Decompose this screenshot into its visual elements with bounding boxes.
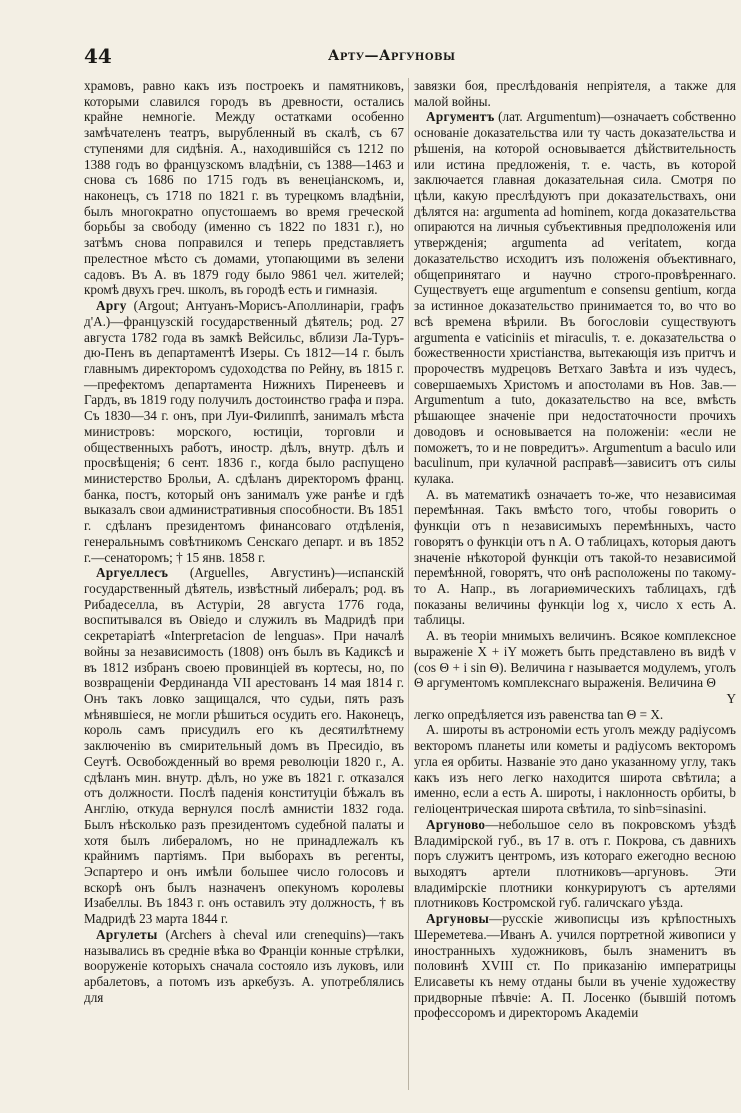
formula-line: легко опредѣляется изъ равенства tan Θ = X. xyxy=(414,706,664,722)
entry-argumentum xyxy=(414,109,736,486)
entry-argunovy xyxy=(414,911,736,1021)
running-head: Арту—Аргуновы xyxy=(328,48,456,64)
entry-argu xyxy=(84,298,404,565)
entry-text: (Argout; Антуанъ-Морисъ-Аполлинаріи, графъ д'А.)—французскій государственный дѣятель; род. 27 августа 1782 года въ замкѣ Вейсильс, вблизи Ла-Туръ-дю-Пенъ въ департаментѣ Изеры. Съ 1812—14 г. былъ главнымъ директоромъ судоходства по Рейну, въ 1815 г.—префектомъ департамента Нижнихъ Пиренеевъ и Гардъ, въ 1819 году получилъ достоинство графа и пэра. Съ 1830—34 г. онъ, при Луи-Филиппѣ, занималъ мѣста министровъ: морского, юстиціи, торговли и общественныхъ работъ, иностр. дѣлъ, внутр. дѣлъ и просвѣщенія; 6 сент. 1836 г., когда было распущено министерство Брольи, А. сдѣланъ директоромъ франц. банка, постъ, который онъ занималъ уже ранѣе и гдѣ выказалъ свои административныя способности. Въ 1851 г. сдѣланъ президентомъ финансоваго отдѣленія, генеральнымъ совѣтникомъ Сенскаго департ. и въ 1852 г.—сенаторомъ; † 15 янв. 1858 г. xyxy=(84,298,404,565)
column-divider xyxy=(408,78,409,1090)
arguletsy-entry-continuation: завязки боя, преслѣдованія непріятеля, а также для малой войны. xyxy=(414,78,736,109)
entry-headword: Аргулеты xyxy=(96,926,158,942)
entry-argunovo xyxy=(414,817,736,911)
entry-headword: Аргу xyxy=(96,298,127,314)
entry-headword: Аргументъ xyxy=(426,109,495,125)
entry-text: (Arguelles, Августинъ)—испанскій государственный дѣятель, извѣстный либералъ; род. въ Рибадеселла, въ Астуріи, 28 августа 1776 года, воспитывался въ Овіедо и служилъ въ Мадридѣ при секретаріатѣ «Interpretacion de lenguas». При началѣ войны за независимость (1808) онъ былъ въ Кадиксѣ и въ 1812 избранъ своею провинціей въ кортесы, но, по возвращеніи Фердинанда VII арестованъ 14 мая 1814 г. Онъ такъ ловко защищался, что судьи, пять разъ мѣнявшіеся, не могли рѣшиться осудить его. Наконецъ, король самъ присудилъ его къ десятилѣтнему заключенію въ смирительный домъ въ Пресидіо, въ Сеутѣ. Освобожденный во время революціи 1820 г., А. сдѣланъ мин. внутр. дѣлъ, но уже въ 1821 г. отказался отъ должности. Послѣ паденія конституціи бѣжалъ въ Англію, откуда вернулся послѣ амнистіи 1832 года. Былъ нѣсколько разъ президентомъ судебной палаты и хотя былъ либераломъ, но не принадлежалъ къ крайнимъ партіямъ. При выборахъ въ регенты, Эспартеро и онъ имѣли большее число голосовъ и вскорѣ онъ былъ назначенъ опекуномъ королевы Изабеллы. Въ 1843 г. онъ оставилъ эту должность, † въ Мадридѣ 23 марта 1844 г. xyxy=(84,565,404,927)
argumentum-complex-paragraph: А. въ теоріи мнимыхъ величинъ. Всякое комплексное выраженіе X + iY можетъ быть представлено въ видѣ v (cos Θ + i sin Θ). Величина r называется модулемъ, уголъ Θ аргументомъ комплекснаго выраженія. Величина Θ xyxy=(414,628,736,691)
page-number: 44 xyxy=(84,44,112,68)
entry-text: —русскіе живописцы изъ крѣпостныхъ Шереметева.—Иванъ А. учился портретной живописи у иностранныхъ художниковъ, былъ знаменитъ въ половинѣ XVIII ст. По приказанію императрицы Елисаветы къ нему отданы были въ ученіе художеству придворные пѣвчіе: А. П. Лосенко (бывшій потомъ профессоромъ и директоромъ Академіи xyxy=(414,911,736,1021)
argumentum-astronomy-paragraph: А. широты въ астрономіи есть уголъ между радіусомъ векторомъ планеты или кометы и радіусомъ векторомъ угла ея орбиты. Названіе это дано указанному углу, такъ какъ изъ него легко находится широта свѣтила; а именно, если a есть А. широты, i наклонность орбиты, b геліоцентрическая широта свѣтила, то sinb=sinasini. xyxy=(414,722,736,817)
left-column xyxy=(84,78,404,1005)
right-column xyxy=(414,78,736,1021)
entry-headword: Аргуеллесъ xyxy=(96,565,169,581)
entry-text: (лат. Argumentum)—означаетъ собственно основаніе доказательства или ту часть доказательства и рѣшенія, на которой основывается дѣйствительность или истина предложенія, т. е. часть, въ которой заключается главная доказательная сила. Смотря по цѣли, какую преслѣдуютъ при доказательствахъ, они дѣлятся на: argumenta ad hominem, когда доказательства опираются на личныя субъективныя предположенія или утвержденія; argumenta ad veritatem, когда доказательство исходитъ изъ положенія объективнаго, общепринятаго и научно строго-провѣреннаго. Существуетъ еще argumentum e consensu gentium, когда за истинное доказательство принимается то, во что во всѣ времена вѣрили. Въ богословіи существуютъ argumenta e vaticiniis et miraculis, т. е. доказательства о божественности христіанства, вытекающія изъ притчъ и пророчествъ мудрецовъ Ветхаго Завѣта и изъ чудесъ, совершаемыхъ Христомъ и апостолами въ Нов. Зав.—Argumentum a tuto, доказательство на все, вмѣсть рѣшающее значеніе при недостаточности прочихъ доводовъ и основывается на положеніи: «если не поможетъ, то и не повредитъ». Argumentum a baculo или baculinum, при кулачной расправѣ—зависитъ отъ силы кулака. xyxy=(414,109,736,486)
argumentum-math-paragraph: А. въ математикѣ означаетъ то-же, что независимая перемѣнная. Такъ вмѣсто того, чтобы говорить о функціи отъ n независимыхъ перемѣнныхъ, часто говорятъ о функціи отъ n А. О таблицахъ, которыя даютъ значеніе нѣкоторой функціи отъ такой-то независимой перемѣнной, говорятъ, что онѣ расположены по такому-то А. Напр., въ логариѳмическихъ таблицахъ, гдѣ показаны величины функціи log x, число x есть А. таблицы. xyxy=(414,486,736,628)
entry-arguelles xyxy=(84,565,404,927)
entry-headword: Аргуново xyxy=(426,816,486,832)
entry-text: —небольшое село въ покровскомъ уѣздѣ Владимірской губ., въ 17 в. отъ г. Покрова, съ давнихъ поръ служитъ центромъ, изъ котораго ежегодно весною выходятъ артели плотниковъ—аргуновъ. Эти владимірскіе плотники конкурируютъ съ артелями плотниковъ Костромской губ. галичскаго уѣзда. xyxy=(414,816,736,911)
entry-arguletsy xyxy=(84,927,404,1006)
arta-entry-continuation: храмовъ, равно какъ изъ построекъ и памятниковъ, которыми славился городъ въ древности, остались крайне немногіе. Между остатками особенно замѣчателенъ театръ, вырубленный въ скалѣ, съ 67 ступенями для сидѣнія. А., находившійся съ 1212 по 1388 годъ во французскомъ владѣніи, съ 1388—1463 и снова съ 1686 по 1715 годъ въ венеціанскомъ, и, наконецъ, съ 1718 по 1821 г. въ турецкомъ владѣніи, былъ многократно опустошаемъ во время греческой борьбы за свободу (именно съ 1822 по 1831 г.), но затѣмъ снова поправился и теперь представляетъ прелестное мѣсто съ домами, утопающими въ зелени садовъ. Въ А. въ 1879 году было 9861 чел. жителей; кромѣ двухъ греч. школъ, въ городѣ есть и гимназія. xyxy=(84,78,404,298)
entry-headword: Аргуновы xyxy=(426,911,490,927)
formula-fraction-numerator: Y xyxy=(726,691,736,707)
entry-text: (Archers à cheval или crenequins)—такъ назывались въ средніе вѣка во Франціи конные стрѣлки, вооруженіе которыхъ сначала состояло изъ луковъ, или арбалетовъ, а потомъ изъ аркебузъ. А. употреблялись для xyxy=(84,926,404,1005)
